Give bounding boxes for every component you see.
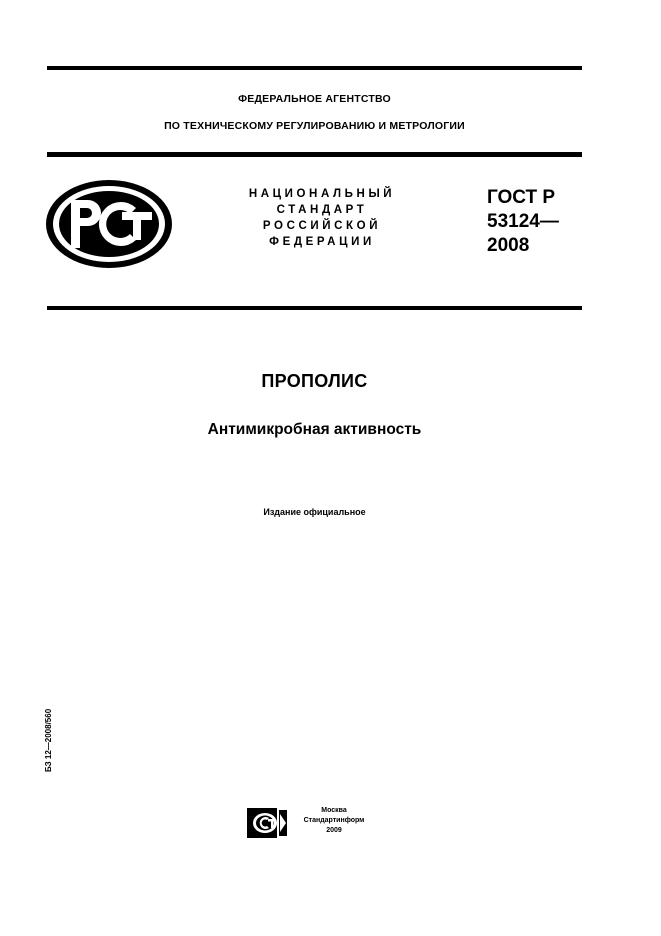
national-standard-line-3: РОССИЙСКОЙ [262, 220, 382, 232]
standartinform-logo-icon [247, 806, 289, 840]
top-rule [47, 66, 582, 70]
publisher-year: 2009 [326, 827, 342, 834]
publisher-info [296, 806, 372, 836]
national-standard-line-4: ФЕДЕРАЦИИ [269, 236, 375, 248]
document-title: ПРОПОЛИС [261, 371, 368, 391]
national-standard-line-2: СТАНДАРТ [276, 204, 368, 216]
gost-number: 53124— [487, 211, 559, 232]
gost-designation [487, 186, 559, 258]
edition-note: Издание официальное [263, 507, 366, 517]
gost-year: 2008 [487, 235, 530, 256]
side-code: БЗ 12—2008/560 [44, 708, 53, 772]
publisher-city: Москва [321, 807, 347, 814]
national-standard-line-1: НАЦИОНАЛЬНЫЙ [248, 188, 396, 200]
publisher-name: Стандартинформ [303, 817, 365, 824]
rst-logo-icon [44, 178, 174, 270]
agency-line-2: ПО ТЕХНИЧЕСКОМУ РЕГУЛИРОВАНИЮ И МЕТРОЛОГИИ [164, 120, 465, 132]
agency-line-1: ФЕДЕРАЛЬНОЕ АГЕНТСТВО [238, 93, 391, 105]
document-subtitle: Антимикробная активность [207, 421, 422, 438]
header-bottom-rule [47, 306, 582, 310]
header-divider [47, 152, 582, 157]
gost-prefix: ГОСТ Р [487, 187, 556, 208]
national-standard-block [222, 186, 422, 250]
